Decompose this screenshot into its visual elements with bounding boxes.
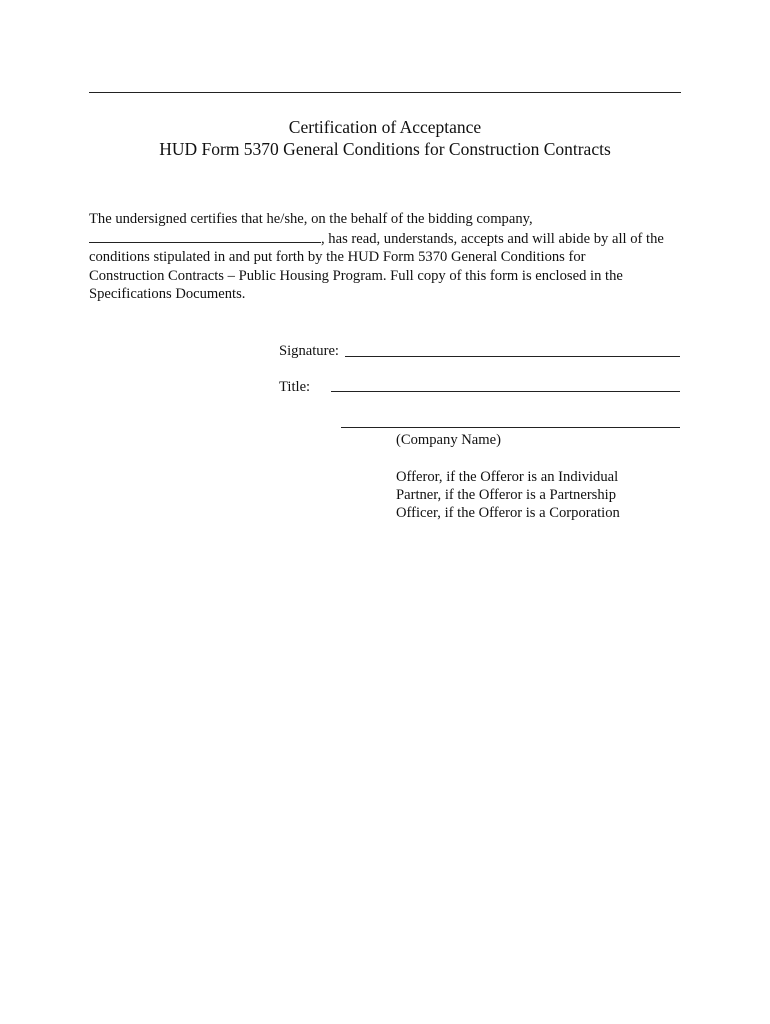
body-line-2 [89,229,683,249]
body-line-3: conditions stipulated in and put forth by the HUD Form 5370 General Conditions for [89,249,586,266]
body-line-1: The undersigned certifies that he/she, on the behalf of the bidding company, [89,211,533,227]
header-rule [89,92,681,93]
company-name-caption [396,431,501,449]
role-corporation: Officer, if the Offeror is a Corporation [396,505,620,521]
body-line-2-text: , has read, understands, accepts and will abide by all of the [321,230,664,247]
title-line-2: HUD Form 5370 General Conditions for Construction Contracts [159,139,611,159]
body-line-5: Specifications Documents. [89,286,246,303]
company-name-line[interactable] [341,427,680,428]
company-name-label: (Company Name) [396,432,501,448]
title-line[interactable] [331,391,680,392]
role-individual: Offeror, if the Offeror is an Individual [396,469,619,485]
signature-label: Signature: [279,343,339,359]
body-line-4: Construction Contracts – Public Housing Program. Full copy of this form is enclosed in the [89,267,623,284]
certification-paragraph [89,210,683,304]
title-label: Title: [279,379,311,395]
title-line-1: Certification of Acceptance [288,117,482,137]
signature-line[interactable] [345,356,680,357]
offeror-roles [396,468,620,522]
role-partnership: Partner, if the Offeror is a Partnership [396,487,617,503]
bidding-company-blank[interactable] [89,229,321,243]
document-title [89,116,681,160]
